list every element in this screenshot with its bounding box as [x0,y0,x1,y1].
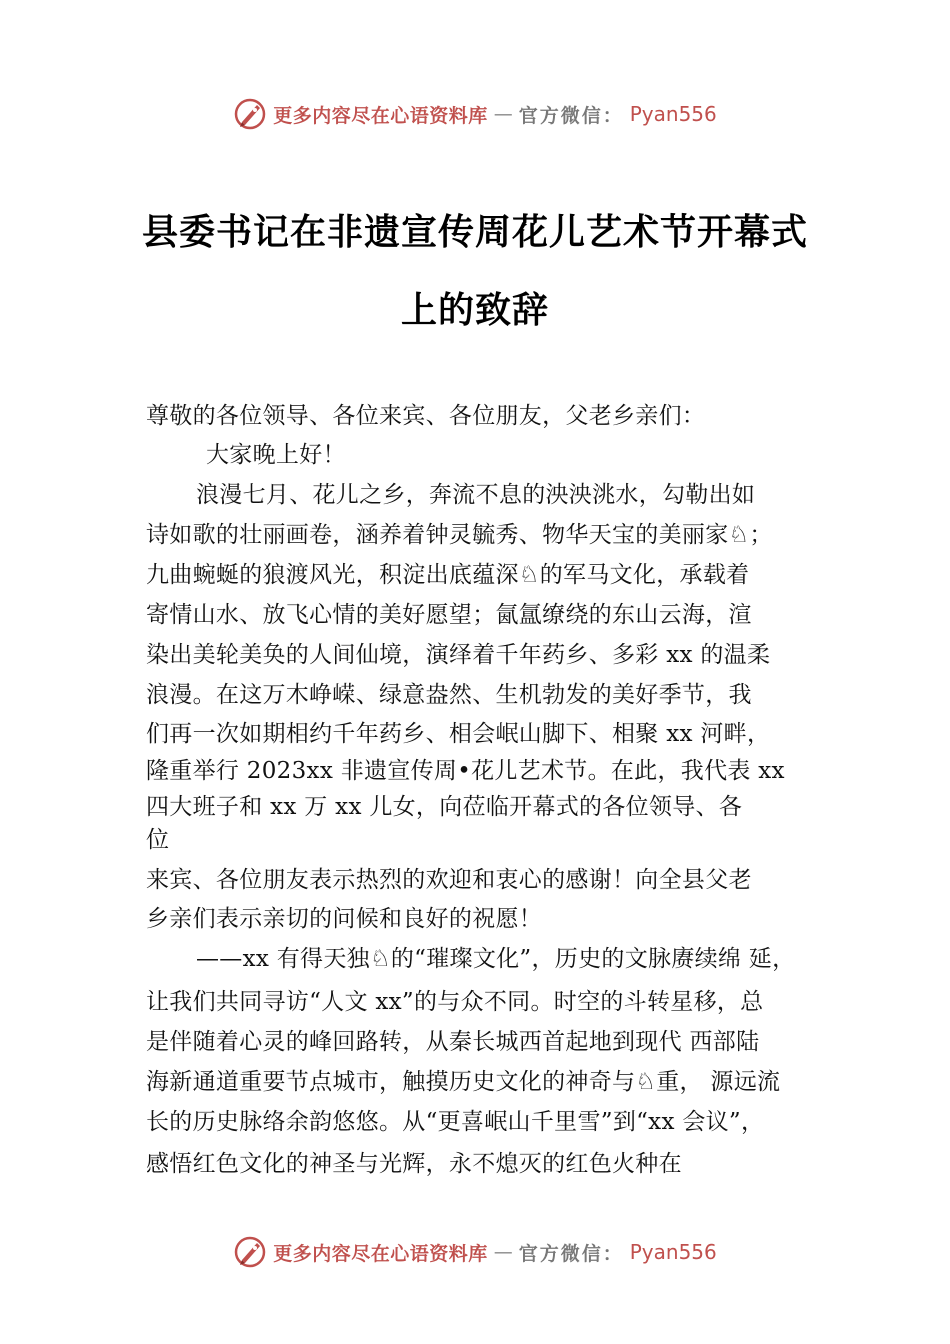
body-line-15: ——xx 有得天独♘的“璀璨文化”，历史的文脉赓续绵 延， [196,946,796,972]
body-line-6: 寄情山水、放飞心情的美好愿望；氤氲缭绕的东山云海，渲 [146,602,752,628]
body-line-14: 乡亲们表示亲切的问候和良好的祝愿！ [146,906,543,932]
body-line-3: 浪漫七月、花儿之乡，奔流不息的泱泱洮水，勾勒出如 [196,482,756,508]
document-title-line2: 上的致辞 [400,289,549,331]
body-line-1: 尊敬的各位领导、各位来宾、各位朋友，父老乡亲们： [146,403,706,429]
header-banner [0,94,950,134]
document-title-line1: 县委书记在非遗宣传周花儿艺术节开幕式 [141,211,808,253]
header-banner-separator: — [493,103,513,125]
header-wechat-label: 官方微信： [518,104,624,127]
body-line-2: 大家晚上好！ [206,442,346,468]
pen-logo-icon [233,1235,267,1269]
pen-logo-icon [233,97,267,131]
body-line-17: 是伴随着心灵的峰回路转，从秦长城西首起地到现代 西部陆 [146,1029,760,1055]
footer-banner-separator: — [493,1241,513,1263]
body-line-10: 隆重举行 2023xx 非遗宣传周•花儿艺术节。在此，我代表 xx [146,758,785,784]
body-line-12: 位 [146,827,170,853]
header-banner-text: 更多内容尽在心语资料库 [273,104,488,127]
header-wechat-id: Pyan556 [629,102,717,126]
body-line-20: 感悟红色文化的神圣与光辉，永不熄灭的红色火种在 [146,1151,682,1177]
body-line-7: 染出美轮美奂的人间仙境，演绎着千年药乡、多彩 xx 的温柔 [146,642,771,668]
body-line-4: 诗如歌的壮丽画卷，涵养着钟灵毓秀、物华天宝的美丽家♘； [146,522,773,548]
body-line-18: 海新通道重要节点城市，触摸历史文化的神奇与♘重， 源远流 [146,1069,781,1095]
footer-banner-text: 更多内容尽在心语资料库 [273,1242,488,1265]
footer-banner [0,1232,950,1272]
body-line-5: 九曲蜿蜒的狼渡风光，积淀出底蕴深♘的军马文化，承载着 [146,562,750,588]
body-line-8: 浪漫。在这万木峥嵘、绿意盎然、生机勃发的美好季节，我 [146,682,752,708]
body-line-9: 们再一次如期相约千年药乡、相会岷山脚下、相聚 xx 河畔， [146,721,771,747]
body-line-11: 四大班子和 xx 万 xx 儿女，向莅临开幕式的各位领导、各 [146,794,743,820]
footer-wechat-id: Pyan556 [629,1240,717,1264]
body-line-19: 长的历史脉络余韵悠悠。从“更喜岷山千里雪”到“xx 会议”， [146,1109,765,1135]
body-line-13: 来宾、各位朋友表示热烈的欢迎和衷心的感谢！向全县父老 [146,867,752,893]
footer-wechat-label: 官方微信： [518,1242,624,1265]
body-line-16: 让我们共同寻访“人文 xx”的与众不同。时空的斗转星移，总 [146,989,764,1015]
